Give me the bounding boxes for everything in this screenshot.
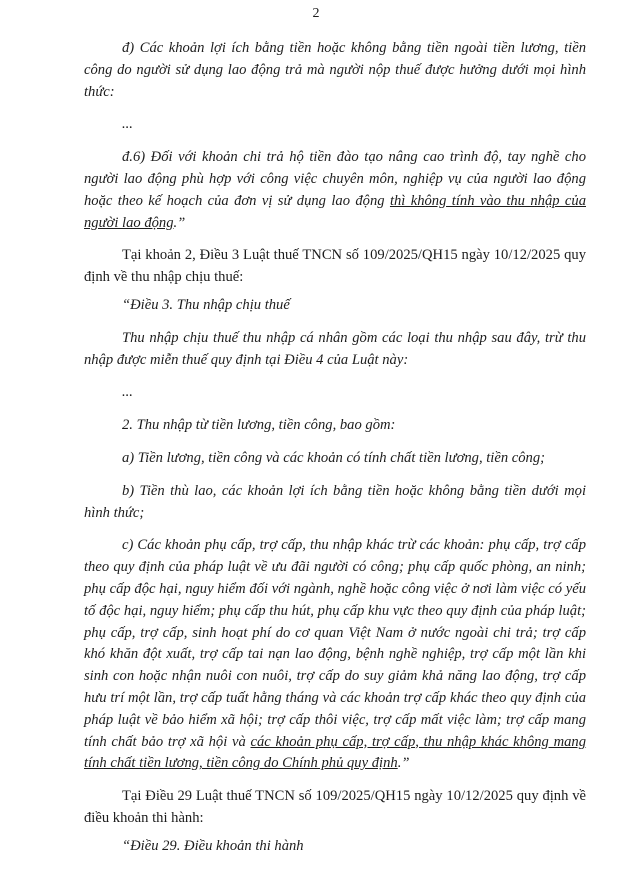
item-2c-text: c) Các khoản phụ cấp, trợ cấp, thu nhập khác trừ các khoản: phụ cấp, trợ cấp theo quy định của pháp luật về ưu đãi người có công; phụ cấp quốc phòng, an ninh; phụ cấp độc hại, nguy hiểm đối với ngành, nghề hoặc công việc ở nơi làm việc có yếu tố độc hại, nguy hiểm; phụ cấp thu hút, phụ cấp khu vực theo quy định của pháp luật; phụ cấp, trợ cấp, sinh hoạt phí do cơ quan Việt Nam ở nước ngoài chi trả; trợ cấp khó khăn đột xuất, trợ cấp tai nạn lao động, bệnh nghề nghiệp, trợ cấp một lần khi sinh con hoặc nhận nuôi con nuôi, trợ cấp do suy giảm khả năng lao động, trợ cấp hưu trí một lần, trợ cấp tuất hằng tháng và các khoản trợ cấp khác theo quy định của pháp luật về bảo hiểm xã hội; trợ cấp thôi việc, trợ cấp mất việc làm; trợ cấp mang tính chất bảo trợ xã hội và [84,537,586,750]
intro-article-3: Tại khoản 2, Điều 3 Luật thuế TNCN số 109/2025/QH15 ngày 10/12/2025 quy định về thu nhập chịu thuế: [84,247,586,286]
paragraph-d6-text: đ.6) Đối với khoản chi trả hộ tiền đào tạo nâng cao trình độ, tay nghề cho người lao động phù hợp với công việc chuyên môn, nghiệp vụ của người lao động hoặc theo kế hoạch của đơn vị sử dụng lao động [84,149,586,209]
article-3-body: Thu nhập chịu thuế thu nhập cá nhân gồm các loại thu nhập sau đây, trừ thu nhập được miễn thuế quy định tại Điều 4 của Luật này: [84,329,586,368]
article-29-title: “Điều 29. Điều khoản thi hành [122,837,304,854]
item-2b: b) Tiền thù lao, các khoản lợi ích bằng tiền hoặc không bằng tiền dưới mọi hình thức; [84,482,586,521]
paragraph-d: đ) Các khoản lợi ích bằng tiền hoặc không bằng tiền ngoài tiền lương, tiền công do người sử dụng lao động trả mà người nộp thuế được hưởng dưới mọi hình thức: [84,40,586,100]
item-2c-underlined: các khoản phụ cấp, trợ cấp, thu nhập khác không mang tính chất tiền lương, tiền công do Chính phủ quy định [84,733,587,772]
page-number: 2 [312,6,320,21]
document-body [84,38,586,869]
item-2c [84,535,586,775]
paragraph-d6 [84,147,586,234]
ellipsis: ... [122,116,133,133]
paragraph-d6-underlined: thì không tính vào thu nhập của người lao động [84,192,586,231]
paragraph-d6-end: .” [173,214,186,231]
ellipsis: ... [122,384,133,401]
intro-article-29: Tại Điều 29 Luật thuế TNCN số 109/2025/QH15 ngày 10/12/2025 quy định về điều khoản thi hành: [84,788,586,826]
item-2a: a) Tiền lương, tiền công và các khoản có tính chất tiền lương, tiền công; [122,449,546,466]
item-2: 2. Thu nhập từ tiền lương, tiền công, bao gồm: [122,417,396,434]
item-2c-end: .” [397,755,410,772]
article-3-title: “Điều 3. Thu nhập chịu thuế [122,296,290,313]
